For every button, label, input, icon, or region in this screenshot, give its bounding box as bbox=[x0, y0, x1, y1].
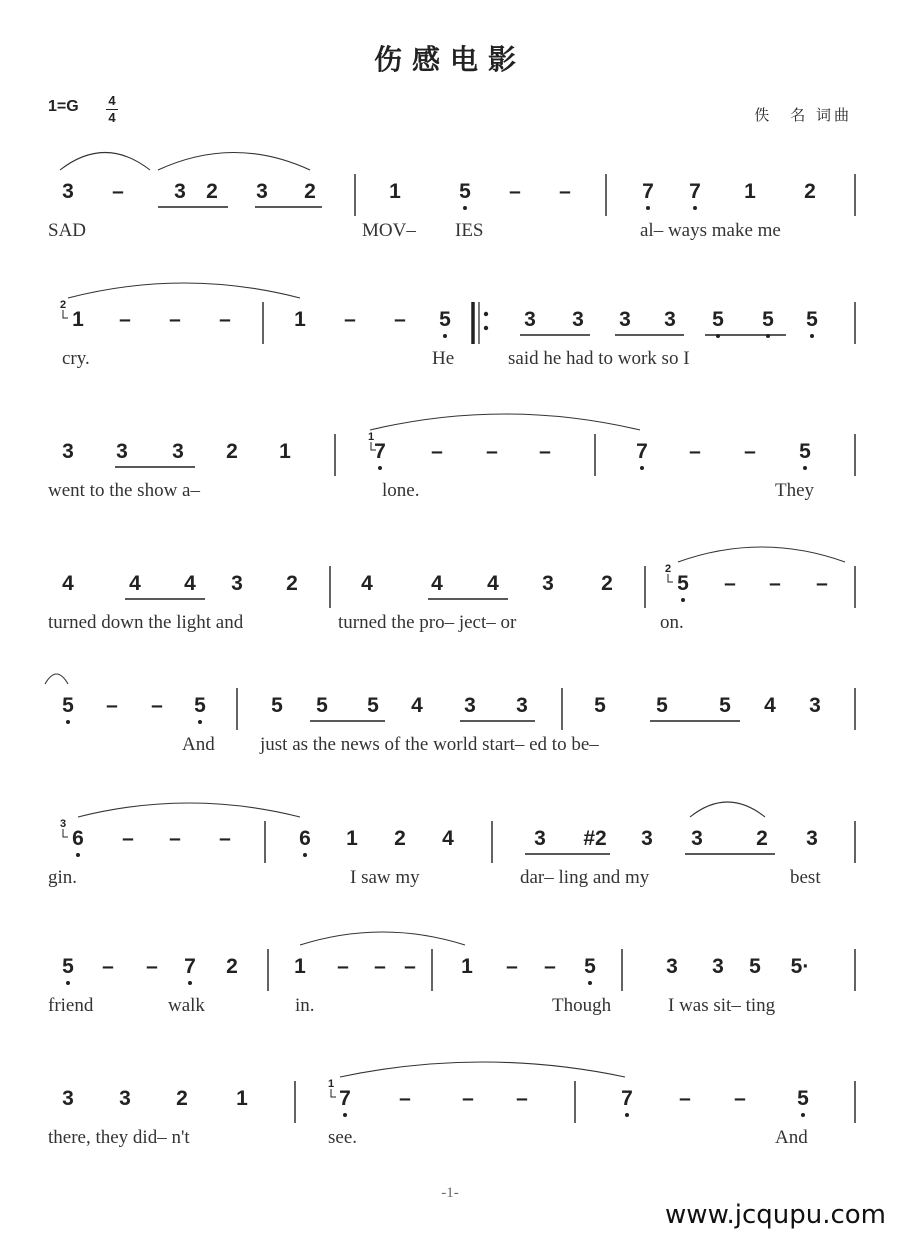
sustain-dash: – bbox=[679, 1087, 691, 1110]
octave-dot-low bbox=[646, 206, 650, 210]
song-title: 伤感电影 bbox=[373, 43, 526, 76]
note: 1 bbox=[294, 955, 306, 978]
note: 4 bbox=[431, 572, 443, 595]
grace-note: 2 bbox=[60, 299, 67, 311]
note: 5 bbox=[656, 694, 668, 717]
sustain-dash: – bbox=[219, 308, 231, 331]
octave-dot-low bbox=[188, 981, 192, 985]
sustain-dash: – bbox=[816, 572, 828, 595]
sustain-dash: – bbox=[724, 572, 736, 595]
octave-dot-low bbox=[588, 981, 592, 985]
lyric-text: walk bbox=[168, 995, 205, 1016]
note: 1 bbox=[389, 180, 401, 203]
octave-dot-low bbox=[625, 1113, 629, 1117]
slur bbox=[300, 932, 465, 945]
note: 2 bbox=[226, 440, 238, 463]
octave-dot-low bbox=[76, 853, 80, 857]
sustain-dash: – bbox=[506, 955, 518, 978]
note: 3 bbox=[712, 955, 724, 978]
lyric-text: al– ways make me bbox=[640, 220, 781, 241]
note: 7 bbox=[642, 180, 654, 203]
note: 1 bbox=[744, 180, 756, 203]
lyric-text: dar– ling and my bbox=[520, 867, 650, 888]
note: 5 bbox=[584, 955, 596, 978]
note: 3 bbox=[116, 440, 128, 463]
note: 3 bbox=[691, 827, 703, 850]
lyric-text: Though bbox=[552, 995, 612, 1016]
note: 3 bbox=[516, 694, 528, 717]
note: 2 bbox=[804, 180, 816, 203]
note: 5 bbox=[594, 694, 606, 717]
note: 5· bbox=[790, 955, 810, 978]
lyric-text: SAD bbox=[48, 220, 87, 241]
slur bbox=[158, 153, 310, 171]
note: 5 bbox=[439, 308, 451, 331]
note: 2 bbox=[304, 180, 316, 203]
grace-note: 1 bbox=[368, 431, 375, 443]
note: 5 bbox=[367, 694, 379, 717]
note: 3 bbox=[542, 572, 554, 595]
site-watermark: www.jcqupu.com bbox=[665, 1200, 886, 1230]
note: 5 bbox=[194, 694, 206, 717]
sustain-dash: – bbox=[509, 180, 521, 203]
note: 5 bbox=[677, 572, 689, 595]
sustain-dash: – bbox=[169, 308, 181, 331]
octave-dot-low bbox=[303, 853, 307, 857]
sustain-dash: – bbox=[544, 955, 556, 978]
note: 5 bbox=[799, 440, 811, 463]
note: 2 bbox=[206, 180, 218, 203]
sustain-dash: – bbox=[559, 180, 571, 203]
lyric-text: best bbox=[790, 867, 821, 888]
sustain-dash: – bbox=[539, 440, 551, 463]
note: 3 bbox=[666, 955, 678, 978]
note: 3 bbox=[572, 308, 584, 331]
note: 7 bbox=[374, 440, 386, 463]
note: 4 bbox=[129, 572, 141, 595]
grace-hook bbox=[331, 1089, 336, 1097]
note: 3 bbox=[806, 827, 818, 850]
note: 7 bbox=[636, 440, 648, 463]
lyric-text: see. bbox=[328, 1127, 358, 1148]
octave-dot-low bbox=[693, 206, 697, 210]
credit: 佚 名 词曲 bbox=[754, 106, 852, 124]
note: 4 bbox=[487, 572, 499, 595]
note: 4 bbox=[62, 572, 74, 595]
sustain-dash: – bbox=[122, 827, 134, 850]
slur bbox=[690, 802, 765, 817]
note: 3 bbox=[641, 827, 653, 850]
note: 4 bbox=[361, 572, 373, 595]
octave-dot-low bbox=[463, 206, 467, 210]
lyric-text: He bbox=[432, 348, 455, 369]
note: 3 bbox=[464, 694, 476, 717]
lyric-text: They bbox=[775, 480, 815, 501]
grace-hook bbox=[63, 310, 68, 318]
time-top: 4 bbox=[108, 93, 116, 108]
note: 3 bbox=[62, 440, 74, 463]
note: 4 bbox=[442, 827, 454, 850]
grace-note: 2 bbox=[665, 563, 672, 575]
repeat-dot bbox=[484, 326, 488, 330]
sustain-dash: – bbox=[337, 955, 349, 978]
note: 1 bbox=[72, 308, 84, 331]
repeat-dot bbox=[484, 312, 488, 316]
sustain-dash: – bbox=[486, 440, 498, 463]
sustain-dash: – bbox=[102, 955, 114, 978]
slur bbox=[370, 414, 640, 430]
lyric-text: I saw my bbox=[350, 867, 420, 888]
note: 5 bbox=[797, 1087, 809, 1110]
grace-hook bbox=[63, 829, 68, 837]
note: 4 bbox=[764, 694, 776, 717]
lyric-text: And bbox=[775, 1127, 808, 1148]
note: 7 bbox=[184, 955, 196, 978]
note: 6 bbox=[72, 827, 84, 850]
grace-hook bbox=[668, 574, 673, 582]
note: 1 bbox=[279, 440, 291, 463]
octave-dot-low bbox=[198, 720, 202, 724]
sustain-dash: – bbox=[219, 827, 231, 850]
note: 3 bbox=[172, 440, 184, 463]
sustain-dash: – bbox=[462, 1087, 474, 1110]
grace-note: 1 bbox=[328, 1078, 335, 1090]
lyric-text: friend bbox=[48, 995, 94, 1016]
note: 2 bbox=[176, 1087, 188, 1110]
lyric-text: gin. bbox=[48, 867, 78, 888]
octave-dot-low bbox=[810, 334, 814, 338]
lyric-text: there, they did– n't bbox=[48, 1127, 190, 1148]
sustain-dash: – bbox=[516, 1087, 528, 1110]
note: 5 bbox=[749, 955, 761, 978]
lyric-text: went to the show a– bbox=[48, 480, 200, 501]
note: 3 bbox=[174, 180, 186, 203]
sustain-dash: – bbox=[344, 308, 356, 331]
octave-dot-low bbox=[803, 466, 807, 470]
note: 5 bbox=[806, 308, 818, 331]
sustain-dash: – bbox=[169, 827, 181, 850]
octave-dot-low bbox=[66, 981, 70, 985]
note: 7 bbox=[339, 1087, 351, 1110]
sustain-dash: – bbox=[151, 694, 163, 717]
note: 3 bbox=[809, 694, 821, 717]
lyric-text: turned down the light and bbox=[48, 612, 244, 633]
note: 7 bbox=[689, 180, 701, 203]
note: 3 bbox=[62, 1087, 74, 1110]
slur bbox=[60, 153, 150, 171]
octave-dot-low bbox=[443, 334, 447, 338]
sustain-dash: – bbox=[119, 308, 131, 331]
sustain-dash: – bbox=[394, 308, 406, 331]
note: 2 bbox=[601, 572, 613, 595]
sustain-dash: – bbox=[374, 955, 386, 978]
note: 2 bbox=[226, 955, 238, 978]
slur bbox=[678, 547, 845, 562]
note: 1 bbox=[236, 1087, 248, 1110]
lyric-text: I was sit– ting bbox=[668, 995, 776, 1016]
note: 4 bbox=[184, 572, 196, 595]
note: 1 bbox=[294, 308, 306, 331]
lyric-text: said he had to work so I bbox=[508, 348, 690, 369]
note: 3 bbox=[664, 308, 676, 331]
note: #2 bbox=[583, 827, 607, 850]
octave-dot-low bbox=[640, 466, 644, 470]
note: 3 bbox=[119, 1087, 131, 1110]
note: 5 bbox=[719, 694, 731, 717]
note: 5 bbox=[762, 308, 774, 331]
note: 5 bbox=[62, 955, 74, 978]
octave-dot-low bbox=[801, 1113, 805, 1117]
octave-dot-low bbox=[343, 1113, 347, 1117]
page-number: -1- bbox=[441, 1185, 459, 1201]
sustain-dash: – bbox=[106, 694, 118, 717]
note: 5 bbox=[271, 694, 283, 717]
note: 4 bbox=[411, 694, 423, 717]
lyric-text: MOV– bbox=[362, 220, 416, 241]
sustain-dash: – bbox=[431, 440, 443, 463]
key-signature: 1=G bbox=[48, 98, 79, 115]
lyric-text: And bbox=[182, 734, 215, 755]
slur bbox=[78, 803, 300, 817]
octave-dot-low bbox=[66, 720, 70, 724]
note: 3 bbox=[62, 180, 74, 203]
lyric-text: on. bbox=[660, 612, 684, 633]
note: 6 bbox=[299, 827, 311, 850]
note: 5 bbox=[459, 180, 471, 203]
sustain-dash: – bbox=[399, 1087, 411, 1110]
sustain-dash: – bbox=[769, 572, 781, 595]
sustain-dash: – bbox=[146, 955, 158, 978]
sustain-dash: – bbox=[689, 440, 701, 463]
sustain-dash: – bbox=[734, 1087, 746, 1110]
slur bbox=[45, 674, 68, 684]
note: 3 bbox=[524, 308, 536, 331]
note: 5 bbox=[62, 694, 74, 717]
lyric-text: in. bbox=[295, 995, 315, 1016]
note: 1 bbox=[346, 827, 358, 850]
note: 5 bbox=[316, 694, 328, 717]
note: 3 bbox=[619, 308, 631, 331]
note: 7 bbox=[621, 1087, 633, 1110]
octave-dot-low bbox=[378, 466, 382, 470]
lyric-text: lone. bbox=[382, 480, 420, 501]
lyric-text: IES bbox=[455, 220, 484, 241]
lyric-text: just as the news of the world start– ed to be– bbox=[260, 734, 599, 755]
note: 2 bbox=[756, 827, 768, 850]
grace-note: 3 bbox=[60, 818, 67, 830]
note: 2 bbox=[394, 827, 406, 850]
sustain-dash: – bbox=[112, 180, 124, 203]
slur bbox=[340, 1062, 625, 1077]
lyric-text: cry. bbox=[62, 348, 90, 369]
octave-dot-low bbox=[681, 598, 685, 602]
sustain-dash: – bbox=[404, 955, 416, 978]
note: 3 bbox=[256, 180, 268, 203]
lyric-text: turned the pro– ject– or bbox=[338, 612, 517, 633]
note: 5 bbox=[712, 308, 724, 331]
note: 3 bbox=[231, 572, 243, 595]
note: 3 bbox=[534, 827, 546, 850]
time-bottom: 4 bbox=[108, 110, 116, 125]
sustain-dash: – bbox=[744, 440, 756, 463]
slur bbox=[68, 283, 300, 298]
note: 2 bbox=[286, 572, 298, 595]
note: 1 bbox=[461, 955, 473, 978]
